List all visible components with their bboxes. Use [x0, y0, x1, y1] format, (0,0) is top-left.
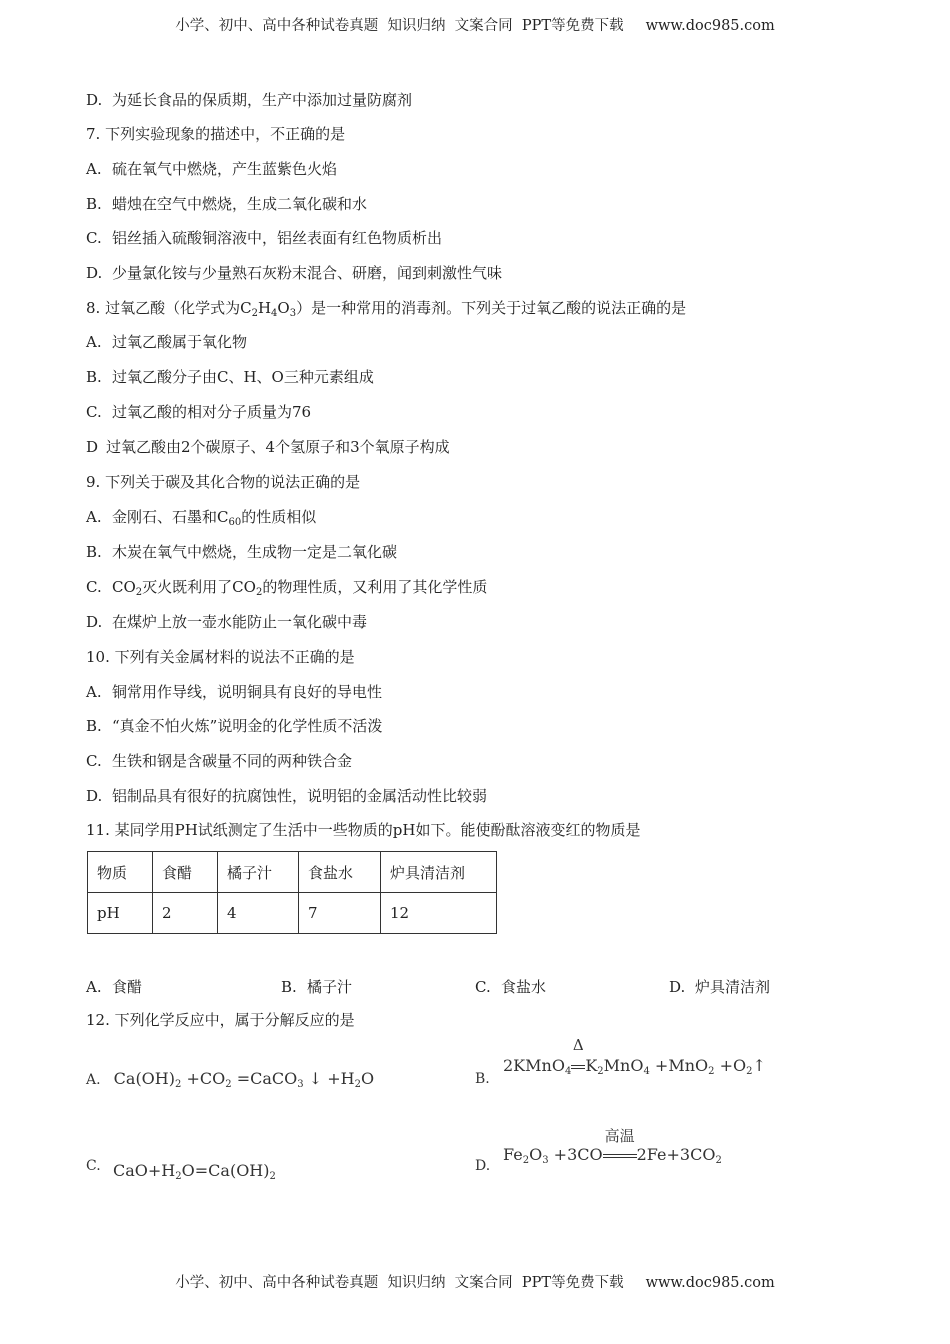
subscript: 3 — [297, 1079, 304, 1090]
q8-stem — [86, 298, 686, 318]
reaction-condition — [603, 1127, 637, 1164]
option-text: 橘子汁 — [307, 978, 353, 996]
subscript: 3 — [289, 308, 297, 319]
q12-stem: 12. 下列化学反应中，属于分解反应的是 — [86, 1011, 355, 1029]
stem-part: ）是一种常用的消毒剂。下列关于过氧乙酸的说法正确的是 — [296, 299, 687, 317]
subscript: 2 — [354, 1079, 361, 1090]
eq-part: O — [360, 1069, 375, 1088]
q11-option-a — [86, 976, 142, 997]
eq-part: +3CO — [548, 1145, 603, 1164]
q8-option-a — [86, 332, 247, 352]
option-text: 铝制品具有很好的抗腐蚀性，说明铝的金属活动性比较弱 — [112, 787, 488, 805]
option-label: A. — [86, 508, 102, 526]
equals-sign — [603, 1154, 637, 1158]
option-label: B. — [281, 978, 297, 996]
condition-text: 高温 — [604, 1127, 635, 1145]
option-label: C. — [86, 578, 102, 596]
q11-option-c — [475, 976, 546, 997]
option-label: D — [86, 438, 99, 456]
option-text: CO — [112, 578, 136, 596]
eq-part: ↑ — [752, 1056, 766, 1075]
option-text: 木炭在氧气中燃烧，生成物一定是二氧化碳 — [112, 543, 398, 561]
q9-option-c — [86, 577, 487, 597]
q10-option-c — [86, 751, 352, 771]
option-label: A. — [86, 160, 102, 178]
option-text: 的性质相似 — [241, 508, 317, 526]
eq-part: +O — [714, 1056, 747, 1075]
q10-stem: 10. 下列有关金属材料的说法不正确的是 — [86, 648, 355, 666]
q9-stem: 9. 下列关于碳及其化合物的说法正确的是 — [86, 473, 361, 491]
option-text: 铜常用作导线，说明铜具有良好的导电性 — [112, 683, 383, 701]
table-cell: 12 — [381, 893, 497, 934]
option-label: A. — [86, 683, 102, 701]
reaction-condition — [571, 1036, 585, 1075]
option-text: 过氧乙酸由2个碳原子、4个氢原子和3个氧原子构成 — [106, 438, 450, 456]
subscript: 2 — [255, 587, 263, 598]
q12-option-b — [503, 1036, 766, 1077]
table-cell: 物质 — [88, 852, 153, 893]
header-text: 小学、初中、高中各种试卷真题 知识归纳 文案合同 PPT等免费下载 — [175, 18, 624, 34]
condition-text: Δ — [572, 1036, 584, 1054]
equation-a — [114, 1069, 374, 1088]
subscript: 2 — [225, 1079, 232, 1090]
option-label: C. — [475, 978, 491, 996]
eq-part: O=Ca(OH) — [181, 1161, 270, 1180]
equation-b — [503, 1036, 766, 1077]
option-text: 过氧乙酸属于氧化物 — [112, 333, 248, 351]
q12-option-b-label-wrap — [475, 1068, 498, 1087]
subscript: 2 — [522, 1155, 530, 1166]
subscript: 4 — [271, 308, 278, 319]
option-label: D. — [86, 264, 103, 282]
option-label: C. — [86, 752, 102, 770]
table-cell: 2 — [153, 893, 218, 934]
subscript: 4 — [643, 1066, 650, 1077]
option-label: D. — [86, 613, 103, 631]
equals-sign — [571, 1065, 585, 1069]
eq-part: =CaCO — [231, 1069, 298, 1088]
table-row — [88, 893, 497, 934]
subscript: 2 — [715, 1155, 722, 1166]
q10-option-b — [86, 716, 382, 736]
eq-part: MnO — [603, 1056, 644, 1075]
eq-part: Fe — [503, 1145, 523, 1164]
option-text: 蜡烛在空气中燃烧，生成二氧化碳和水 — [112, 195, 368, 213]
q6-option-d — [86, 90, 412, 110]
q12-option-d-label-wrap — [475, 1155, 498, 1174]
eq-part: ↓ +H — [303, 1069, 355, 1088]
eq-part: +CO — [181, 1069, 226, 1088]
q12-option-d — [503, 1127, 722, 1166]
q7-stem: 7. 下列实验现象的描述中，不正确的是 — [86, 125, 346, 143]
table-cell: 食醋 — [153, 852, 218, 893]
q11-option-b — [281, 976, 352, 997]
q7-option-d — [86, 263, 502, 283]
q9-option-b — [86, 542, 397, 562]
subscript: 2 — [251, 308, 258, 319]
eq-part: K — [585, 1056, 598, 1075]
q8-option-d — [86, 437, 450, 457]
table-cell: 7 — [299, 893, 381, 934]
option-label: C. — [86, 229, 102, 247]
option-text: 少量氯化铵与少量熟石灰粉末混合、研磨，闻到刺激性气味 — [112, 264, 503, 282]
option-label: C. — [86, 1158, 101, 1174]
option-label: B. — [86, 543, 102, 561]
q11-stem: 11. 某同学用PH试纸测定了生活中一些物质的pH如下。能使酚酞溶液变红的物质是 — [86, 821, 641, 839]
eq-part: 2Fe+3CO — [636, 1145, 716, 1164]
subscript: 3 — [542, 1155, 549, 1166]
eq-part: 2KMnO — [503, 1056, 565, 1075]
equation-d — [503, 1127, 722, 1166]
option-text: 在煤炉上放一壶水能防止一氧化碳中毒 — [112, 613, 368, 631]
option-label: A. — [86, 978, 102, 996]
option-text: 金刚石、石墨和C — [112, 508, 229, 526]
option-text: 铝丝插入硫酸铜溶液中，铝丝表面有红色物质析出 — [112, 229, 443, 247]
table-cell: pH — [88, 893, 153, 934]
option-text: 硫在氧气中燃烧，产生蓝紫色火焰 — [112, 160, 338, 178]
page-header — [0, 14, 950, 35]
option-label: D. — [86, 787, 103, 805]
option-text: 灭火既利用了CO — [142, 578, 256, 596]
eq-part: Ca(OH) — [113, 1069, 175, 1088]
option-text: 食盐水 — [501, 978, 547, 996]
stem-part: H — [257, 299, 272, 317]
option-text: 生铁和钢是含碳量不同的两种铁合金 — [112, 752, 353, 770]
q12-option-c — [113, 1161, 276, 1180]
option-label: B. — [86, 717, 102, 735]
page-footer — [0, 1271, 950, 1292]
option-label: D. — [86, 91, 103, 109]
q11-option-d — [669, 976, 770, 997]
q7-option-c — [86, 228, 442, 248]
option-label: B. — [86, 368, 102, 386]
option-text: 为延长食品的保质期，生产中添加过量防腐剂 — [112, 91, 413, 109]
q12-option-a — [86, 1069, 374, 1088]
q8-option-c — [86, 402, 311, 422]
q9-option-a — [86, 507, 316, 527]
table-cell: 橘子汁 — [218, 852, 299, 893]
option-label: C. — [86, 403, 102, 421]
subscript: 2 — [175, 1171, 182, 1182]
q9-option-d — [86, 612, 367, 632]
table-cell: 食盐水 — [299, 852, 381, 893]
q12-option-c-label-wrap — [86, 1155, 109, 1174]
q10-option-d — [86, 786, 487, 806]
option-label: D. — [669, 978, 686, 996]
option-text: 过氧乙酸的相对分子质量为76 — [112, 403, 312, 421]
option-text: “真金不怕火炼”说明金的化学性质不活泼 — [112, 717, 383, 735]
table-cell: 炉具清洁剂 — [381, 852, 497, 893]
subscript: 2 — [597, 1066, 604, 1077]
q7-option-a — [86, 159, 337, 179]
stem-part: O — [277, 299, 290, 317]
table-cell: 4 — [218, 893, 299, 934]
subscript: 2 — [269, 1171, 276, 1182]
q10-option-a — [86, 682, 382, 702]
option-text: 炉具清洁剂 — [695, 978, 771, 996]
subscript: 2 — [135, 587, 143, 598]
option-text: 的物理性质，又利用了其化学性质 — [262, 578, 488, 596]
option-label: B. — [86, 195, 102, 213]
table-row — [88, 852, 497, 893]
q7-option-b — [86, 194, 367, 214]
subscript: 2 — [746, 1066, 753, 1077]
eq-part: O — [529, 1145, 543, 1164]
header-site-link[interactable]: www.doc985.com — [645, 18, 775, 34]
option-label: D. — [475, 1158, 491, 1174]
eq-part: CaO+H — [113, 1161, 176, 1180]
footer-site-link[interactable]: www.doc985.com — [645, 1275, 775, 1291]
ph-table — [87, 851, 497, 934]
footer-text: 小学、初中、高中各种试卷真题 知识归纳 文案合同 PPT等免费下载 — [175, 1275, 624, 1291]
q8-option-b — [86, 367, 374, 387]
equation-c — [113, 1161, 276, 1180]
subscript: 2 — [708, 1066, 715, 1077]
subscript: 60 — [228, 517, 242, 528]
option-label: B. — [475, 1071, 490, 1087]
option-label: A. — [86, 1072, 101, 1088]
subscript: 2 — [175, 1079, 182, 1090]
option-label: A. — [86, 333, 102, 351]
stem-part: 8. 过氧乙酸（化学式为C — [86, 299, 252, 317]
option-text: 食醋 — [112, 978, 143, 996]
eq-part: +MnO — [649, 1056, 709, 1075]
subscript: 4 — [564, 1066, 572, 1077]
option-text: 过氧乙酸分子由C、H、O三种元素组成 — [112, 368, 374, 386]
